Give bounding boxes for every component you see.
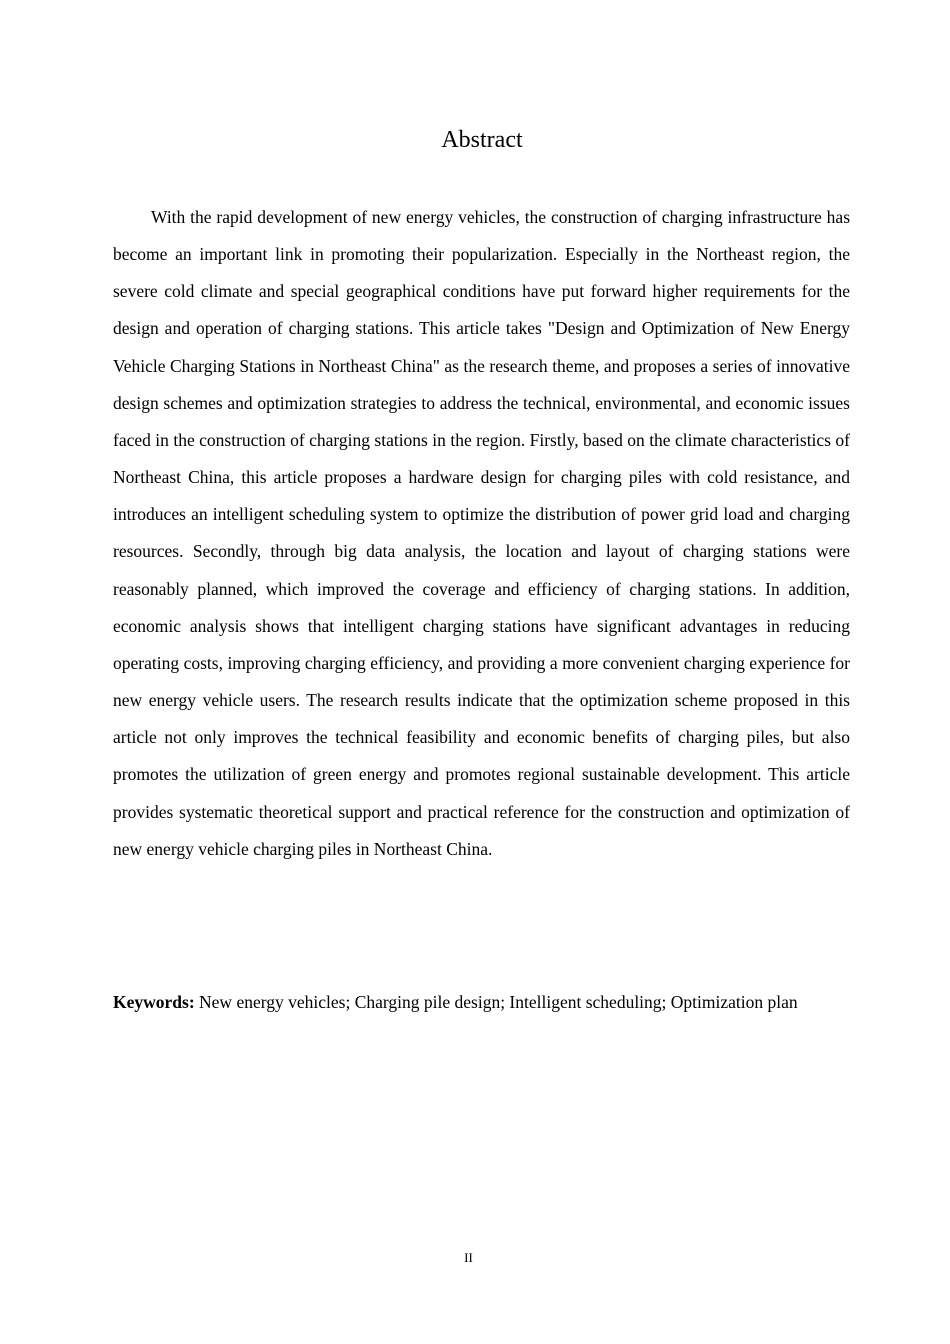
keywords-text: New energy vehicles; Charging pile design; Intelligent scheduling; Optimization plan: [199, 992, 798, 1012]
abstract-paragraph: With the rapid development of new energy vehicles, the construction of charging infrastructure has become an important link in promoting their popularization. Especially in the Northeast region, the severe cold climate and special geographical conditions have put forward higher requirements for the design and operation of charging stations. This article takes "Design and Optimization of New Energy Vehicle Charging Stations in Northeast China" as the research theme, and proposes a series of innovative design schemes and optimization strategies to address the technical, environmental, and economic issues faced in the construction of charging stations in the region. Firstly, based on the climate characteristics of Northeast China, this article proposes a hardware design for charging piles with cold resistance, and introduces an intelligent scheduling system to optimize the distribution of power grid load and charging resources. Secondly, through big data analysis, the location and layout of charging stations were reasonably planned, which improved the coverage and efficiency of charging stations. In addition, economic analysis shows that intelligent charging stations have significant advantages in reducing operating costs, improving charging efficiency, and providing a more convenient charging experience for new energy vehicle users. The research results indicate that the optimization scheme proposed in this article not only improves the technical feasibility and economic benefits of charging piles, but also promotes the utilization of green energy and promotes regional sustainable development. This article provides systematic theoretical support and practical reference for the construction and optimization of new energy vehicle charging piles in Northeast China.: [113, 207, 850, 859]
abstract-title: Abstract: [441, 127, 523, 153]
keywords-label: Keywords:: [113, 992, 195, 1012]
page-number: II: [464, 1250, 473, 1265]
keywords-line: [113, 985, 850, 1020]
